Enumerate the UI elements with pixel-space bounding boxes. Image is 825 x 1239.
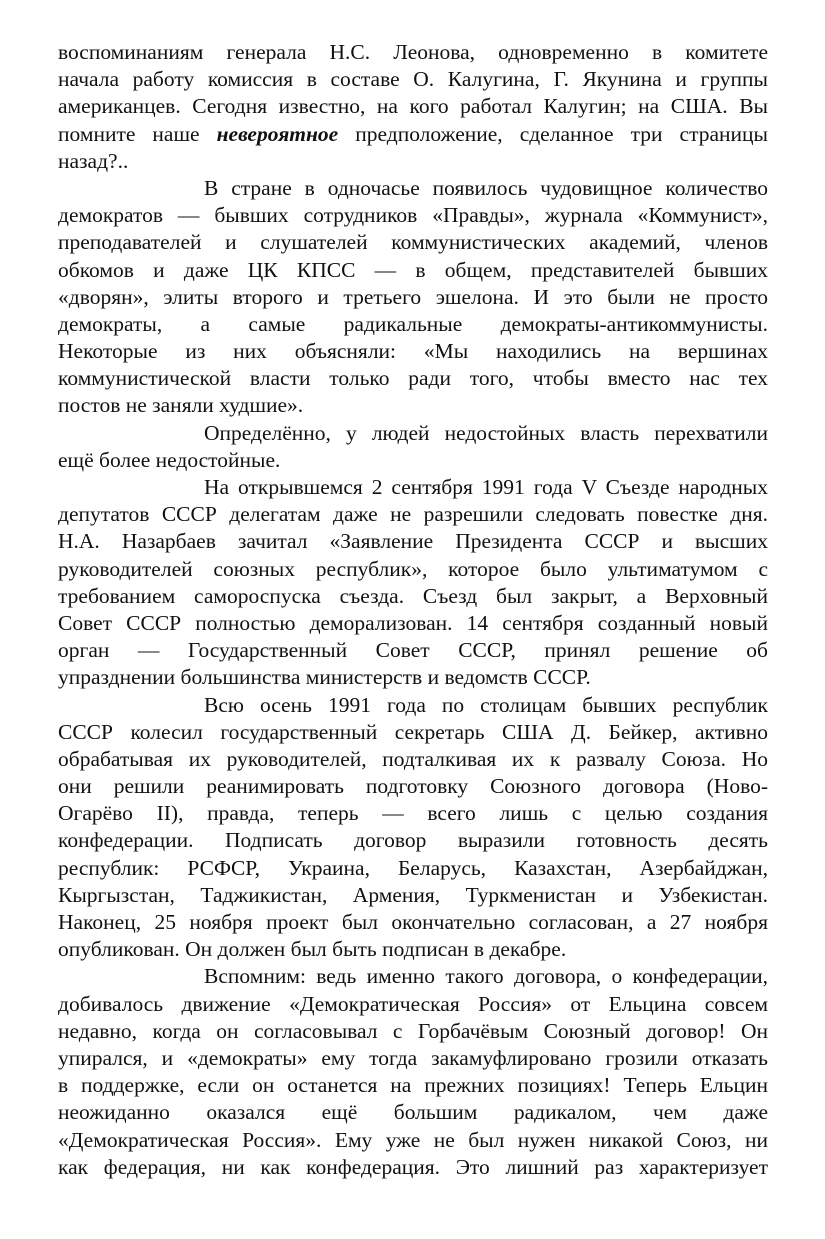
text-line: опубликован. Он должен был быть подписан в декабре.: [58, 937, 567, 962]
text-line: Наконец, 25 ноября проект был окончательно согласован, а 27 ноября: [58, 910, 768, 934]
text-line: добивалось движение «Демократическая Россия» от Ельцина совсем: [58, 991, 768, 1016]
text-line: демократы, а самые радикальные демократы-антикоммунисты.: [58, 311, 768, 336]
text-span: помните наше: [58, 121, 217, 146]
text-line: требованием самороспуска съезда. Съезд был закрыт, а Верховный: [58, 583, 768, 608]
text-line: коммунистической власти только ради того, чтобы вместо нас тех: [58, 366, 768, 391]
text-line: они решили реанимировать подготовку Союзного договора (Ново-: [58, 774, 768, 799]
document-page: [58, 39, 768, 1181]
text-line: как федерация, ни как конфедерация. Это лишний раз характеризует: [58, 1154, 768, 1179]
emphasized-word: невероятное: [216, 121, 339, 146]
text-line: в поддержке, если он останется на прежних позициях! Теперь Ельцин: [58, 1073, 768, 1098]
text-line: неожиданно оказался ещё большим радикалом, чем даже: [58, 1100, 768, 1125]
text-line: депутатов СССР делегатам даже не разрешили следовать повестке дня.: [58, 502, 768, 527]
text-line: ещё более недостойные.: [58, 447, 281, 472]
text-line: упразднении большинства министерств и ведомств СССР.: [58, 665, 591, 690]
text-line: Совет СССР полностью деморализован. 14 сентября созданный новый: [58, 610, 768, 635]
text-line: Огарёво II), правда, теперь — всего лишь с целью создания: [58, 801, 768, 826]
text-line: В стране в одночасье появилось чудовищное количество: [204, 175, 768, 200]
text-line: демократов — бывших сотрудников «Правды», журнала «Коммунист»,: [58, 203, 768, 228]
text-line: Вспомним: ведь именно такого договора, о конфедерации,: [204, 964, 768, 989]
text-line: постов не заняли худшие».: [58, 393, 304, 418]
text-line: Н.А. Назарбаев зачитал «Заявление Президента СССР и высших: [58, 529, 768, 554]
text-span: предположение, сделанное три страницы: [338, 121, 768, 146]
text-line: На открывшемся 2 сентября 1991 года V Съезде народных: [204, 475, 768, 499]
text-line: назад?..: [58, 148, 129, 173]
text-line: Некоторые из них объясняли: «Мы находились на вершинах: [58, 339, 768, 364]
text-line: Определённо, у людей недостойных власть перехватили: [204, 420, 768, 445]
text-line: орган — Государственный Совет СССР, принял решение об: [58, 638, 768, 663]
text-line: Всю осень 1991 года по столицам бывших республик: [204, 692, 768, 717]
text-line: обрабатывая их руководителей, подталкивая их к развалу Союза. Но: [58, 746, 768, 771]
text-line: СССР колесил государственный секретарь США Д. Бейкер, активно: [58, 719, 768, 744]
text-line: конфедерации. Подписать договор выразили готовность десять: [58, 828, 768, 853]
text-line: Кыргызстан, Таджикистан, Армения, Туркменистан и Узбекистан.: [58, 882, 768, 907]
text-line: «Демократическая Россия». Ему уже не был нужен никакой Союз, ни: [58, 1127, 768, 1152]
text-line: обкомов и даже ЦК КПСС — в общем, представителей бывших: [58, 257, 768, 282]
text-line: «дворян», элиты второго и третьего эшелона. И это были не просто: [58, 284, 768, 309]
text-line: начала работу комиссия в составе О. Калугина, Г. Якунина и группы: [58, 67, 768, 92]
text-line: республик: РСФСР, Украина, Беларусь, Казахстан, Азербайджан,: [58, 855, 768, 880]
text-line: американцев. Сегодня известно, на кого работал Калугин; на США. Вы: [58, 94, 768, 119]
text-line: [58, 121, 768, 148]
text-line: воспоминаниям генерала Н.С. Леонова, одновременно в комитете: [58, 40, 768, 64]
text-line: преподавателей и слушателей коммунистических академий, членов: [58, 230, 768, 255]
text-line: недавно, когда он согласовывал с Горбачёвым Союзный договор! Он: [58, 1018, 768, 1043]
text-line: упирался, и «демократы» ему тогда закамуфлировано грозили отказать: [58, 1045, 768, 1070]
text-line: руководителей союзных республик», которое было ультиматумом с: [58, 556, 768, 581]
